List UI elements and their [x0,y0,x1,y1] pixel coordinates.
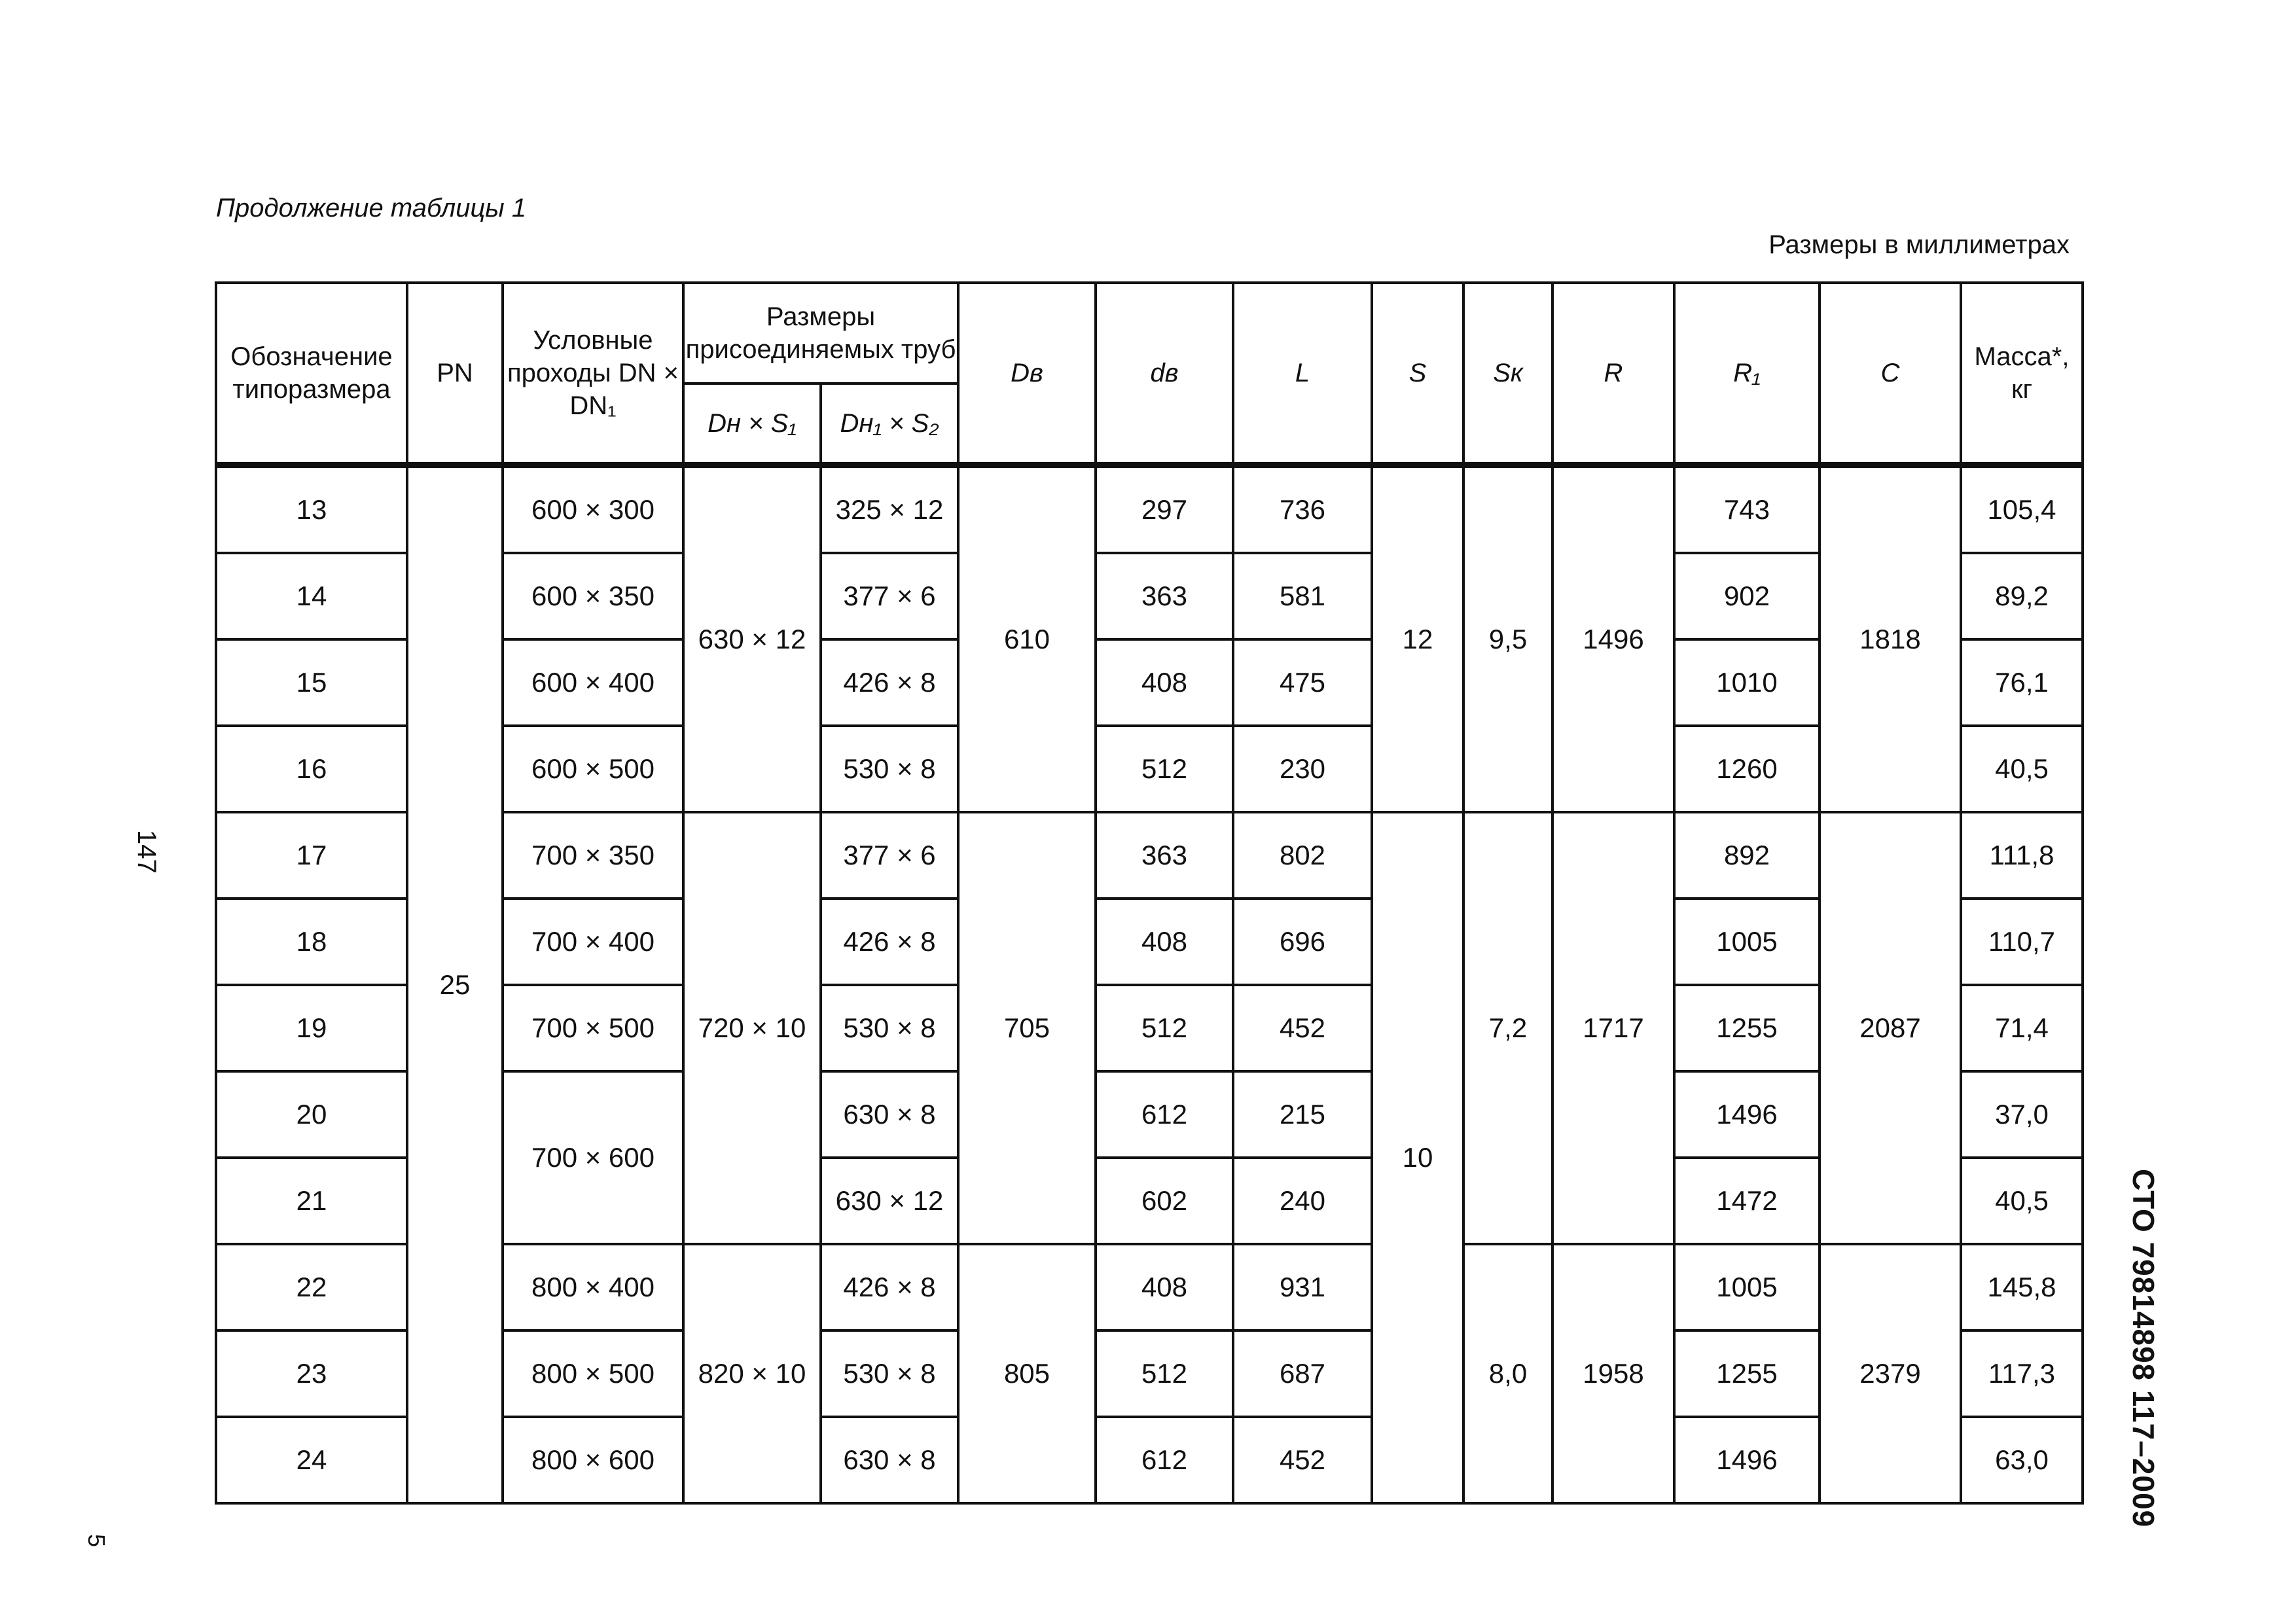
dimensions-table [215,281,2084,1505]
cell-l: 230 [1233,726,1372,812]
cell-s: 10 [1372,812,1463,1503]
cell-mass: 111,8 [1961,812,2083,899]
cell-pn: 25 [407,465,503,1504]
cell-d2: 630 × 12 [821,1158,958,1244]
cell-mass: 110,7 [1961,899,2083,985]
cell-id: 13 [216,465,407,554]
cell-dvs: 363 [1096,812,1233,899]
header-pn: PN [407,283,503,465]
header-l: L [1233,283,1372,465]
cell-dn: 700 × 350 [503,812,683,899]
cell-c: 2087 [1820,812,1961,1244]
standard-code: СТО 79814898 117–2009 [2126,1169,2161,1528]
cell-dh-s1: 720 × 10 [683,812,821,1244]
cell-d2: 426 × 8 [821,899,958,985]
cell-r1: 1010 [1674,639,1820,726]
cell-l: 240 [1233,1158,1372,1244]
cell-dn: 600 × 300 [503,465,683,554]
cell-d2: 630 × 8 [821,1071,958,1158]
cell-r1: 1472 [1674,1158,1820,1244]
cell-id: 24 [216,1417,407,1503]
header-sk: Sк [1463,283,1552,465]
cell-l: 452 [1233,1417,1372,1503]
cell-d2: 630 × 8 [821,1417,958,1503]
cell-dvs: 612 [1096,1071,1233,1158]
header-d-v: dв [1096,283,1233,465]
cell-dv: 805 [958,1244,1096,1503]
cell-dvs: 408 [1096,899,1233,985]
cell-dv: 610 [958,465,1096,813]
header-r: R [1552,283,1674,465]
page-number-rotated: 147 [132,830,161,874]
cell-mass: 40,5 [1961,726,2083,812]
cell-d2: 377 × 6 [821,553,958,639]
cell-r1: 1260 [1674,726,1820,812]
cell-r1: 1255 [1674,985,1820,1071]
cell-r1: 1005 [1674,1244,1820,1330]
cell-l: 696 [1233,899,1372,985]
cell-l: 452 [1233,985,1372,1071]
header-r1: R₁ [1674,283,1820,465]
header-dh-s1: Dн × S₁ [683,383,821,465]
cell-c: 1818 [1820,465,1961,813]
cell-d2: 530 × 8 [821,726,958,812]
cell-dvs: 408 [1096,639,1233,726]
cell-mass: 40,5 [1961,1158,2083,1244]
cell-dvs: 512 [1096,985,1233,1071]
cell-id: 19 [216,985,407,1071]
cell-id: 18 [216,899,407,985]
cell-l: 802 [1233,812,1372,899]
cell-c: 2379 [1820,1244,1961,1503]
cell-mass: 76,1 [1961,639,2083,726]
cell-r: 1717 [1552,812,1674,1244]
header-s: S [1372,283,1463,465]
cell-dn: 800 × 600 [503,1417,683,1503]
cell-id: 23 [216,1330,407,1417]
cell-d2: 530 × 8 [821,1330,958,1417]
header-mass: Масса*, кг [1961,283,2083,465]
cell-d2: 325 × 12 [821,465,958,554]
cell-id: 20 [216,1071,407,1158]
table-row [216,465,2083,554]
cell-r1: 1496 [1674,1417,1820,1503]
cell-id: 16 [216,726,407,812]
cell-dvs: 612 [1096,1417,1233,1503]
units-note: Размеры в миллиметрах [1768,230,2070,259]
cell-dh-s1: 630 × 12 [683,465,821,813]
cell-r: 1496 [1552,465,1674,813]
cell-id: 17 [216,812,407,899]
cell-s: 12 [1372,465,1463,813]
cell-dvs: 408 [1096,1244,1233,1330]
cell-id: 14 [216,553,407,639]
cell-r1: 1496 [1674,1071,1820,1158]
cell-d2: 530 × 8 [821,985,958,1071]
table-caption: Продолжение таблицы 1 [216,194,527,223]
cell-sk: 9,5 [1463,465,1552,813]
cell-dvs: 602 [1096,1158,1233,1244]
cell-l: 687 [1233,1330,1372,1417]
header-nominal: Условные проходы DN × DN₁ [503,283,683,465]
cell-dvs: 512 [1096,726,1233,812]
header-dh1-s2: Dн₁ × S₂ [821,383,958,465]
cell-dn: 600 × 500 [503,726,683,812]
cell-mass: 105,4 [1961,465,2083,554]
cell-d2: 426 × 8 [821,1244,958,1330]
cell-dn: 700 × 500 [503,985,683,1071]
cell-r1: 1255 [1674,1330,1820,1417]
cell-l: 581 [1233,553,1372,639]
cell-dv: 705 [958,812,1096,1244]
cell-dn: 600 × 350 [503,553,683,639]
cell-id: 21 [216,1158,407,1244]
cell-mass: 117,3 [1961,1330,2083,1417]
cell-r1: 1005 [1674,899,1820,985]
cell-dvs: 363 [1096,553,1233,639]
cell-dn: 600 × 400 [503,639,683,726]
header-dv: Dв [958,283,1096,465]
cell-dvs: 512 [1096,1330,1233,1417]
cell-d2: 426 × 8 [821,639,958,726]
cell-dh-s1: 820 × 10 [683,1244,821,1503]
cell-dn: 800 × 400 [503,1244,683,1330]
cell-dvs: 297 [1096,465,1233,554]
cell-l: 475 [1233,639,1372,726]
cell-r: 1958 [1552,1244,1674,1503]
cell-id: 15 [216,639,407,726]
cell-r1: 902 [1674,553,1820,639]
header-pipes-group: Размеры присоединяемых труб [683,283,958,383]
cell-sk: 8,0 [1463,1244,1552,1503]
header-designation: Обозначение типоразмера [216,283,407,465]
cell-l: 736 [1233,465,1372,554]
header-c: С [1820,283,1961,465]
cell-id: 22 [216,1244,407,1330]
cell-mass: 37,0 [1961,1071,2083,1158]
cell-mass: 89,2 [1961,553,2083,639]
cell-sk: 7,2 [1463,812,1552,1244]
cell-mass: 71,4 [1961,985,2083,1071]
cell-dn: 800 × 500 [503,1330,683,1417]
page-number-small: 5 [83,1534,110,1548]
cell-dn: 700 × 400 [503,899,683,985]
cell-mass: 63,0 [1961,1417,2083,1503]
cell-r1: 743 [1674,465,1820,554]
cell-mass: 145,8 [1961,1244,2083,1330]
cell-l: 215 [1233,1071,1372,1158]
cell-l: 931 [1233,1244,1372,1330]
cell-d2: 377 × 6 [821,812,958,899]
cell-r1: 892 [1674,812,1820,899]
cell-dn: 700 × 600 [503,1071,683,1244]
